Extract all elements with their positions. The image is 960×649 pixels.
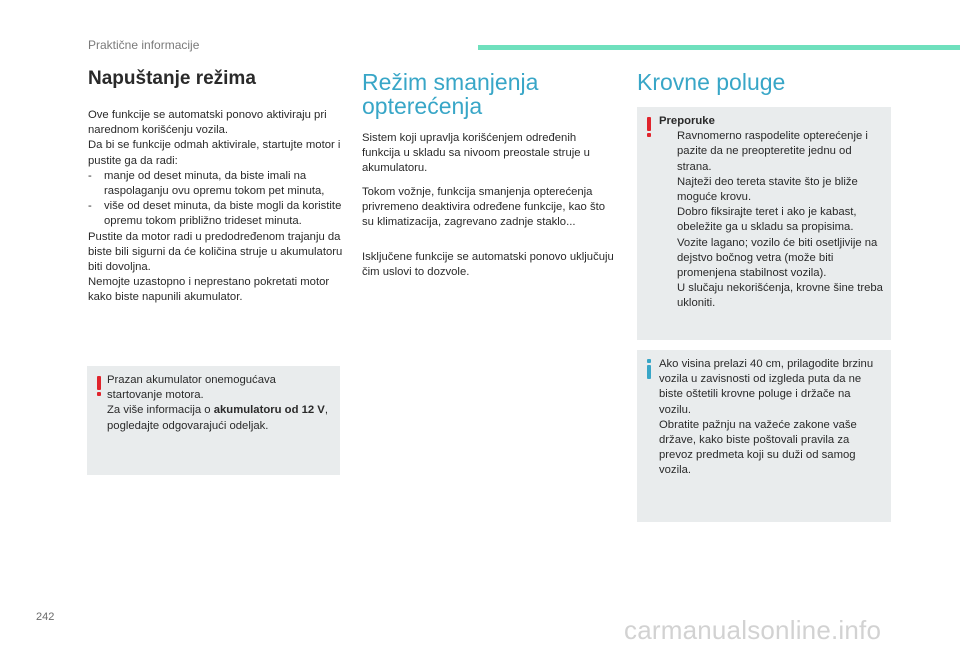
warning-box-battery bbox=[87, 366, 340, 475]
bold-term: akumulatoru od 12 V bbox=[213, 404, 325, 417]
paragraph: Prazan akumulator onemogućava startovanje motora. bbox=[107, 374, 276, 402]
paragraph: Sistem koji upravlja korišćenjem određenih funkcija u skladu sa nivoom preostale struje u akumulatoru. bbox=[362, 132, 590, 175]
paragraph: Ako visina prelazi 40 cm, prilagodite brzinu vozila u zavisnosti od izgleda puta da ne biste oštetili krovne poluge i držače na vozilu. bbox=[659, 358, 874, 416]
paragraph: Isključene funkcije se automatski ponovo uključuju čim uslovi to dozvole. bbox=[362, 251, 614, 279]
warning-icon bbox=[97, 376, 101, 396]
list-item bbox=[659, 129, 883, 175]
list-item-text: više od deset minuta, da biste mogli da koristite opremu tokom približno trideset minuta. bbox=[104, 200, 342, 228]
list-item-text: Najteži deo tereta stavite što je bliže moguće krovu. bbox=[677, 175, 858, 204]
list-item-text: U slučaju nekorišćenja, krovne šine treba ukloniti. bbox=[677, 282, 883, 310]
warning-text-preporuke bbox=[659, 114, 883, 312]
dash-marker: - bbox=[88, 169, 92, 182]
body-text-rezim bbox=[362, 131, 617, 281]
warning-heading: Preporuke bbox=[659, 115, 715, 127]
paragraph: Tokom vožnje, funkcija smanjenja opterećenja privremeno deaktivira određene funkcije, kao što su klimatizacija, zagrevano zadnje staklo... bbox=[362, 185, 606, 229]
page-number: 242 bbox=[36, 611, 55, 623]
dash-marker: - bbox=[88, 200, 92, 213]
info-icon bbox=[647, 359, 651, 379]
warning-icon bbox=[647, 117, 651, 137]
warning-box-preporuke bbox=[637, 107, 891, 340]
list-item-text: Vozite lagano; vozilo će biti osetljivije na dejstvo bočnog vetra (može biti promenjena stabilnost vozila). bbox=[677, 236, 878, 280]
list-item bbox=[88, 199, 344, 229]
section-header: Praktične informacije bbox=[88, 38, 200, 52]
column-napustanje bbox=[88, 68, 344, 306]
list-item bbox=[659, 175, 883, 205]
list-item-text: Ravnomerno raspodelite opterećenje i pazite da ne preopteretite jednu od strana. bbox=[677, 130, 868, 173]
header-accent-bar bbox=[478, 45, 960, 50]
list-item bbox=[659, 236, 883, 282]
column-rezim bbox=[362, 70, 617, 281]
list-item-text: Dobro fiksirajte teret i ako je kabast, obeležite ga u skladu sa propisima. bbox=[677, 206, 857, 234]
info-box-visina bbox=[637, 350, 891, 522]
list-item-text: manje od deset minuta, da biste imali na raspolaganju ovu opremu tokom pet minuta, bbox=[104, 169, 325, 198]
warning-text-battery bbox=[107, 373, 332, 434]
list-item bbox=[88, 169, 344, 199]
list-item bbox=[659, 281, 883, 311]
paragraph: Obratite pažnju na važeće zakone vaše države, kako biste poštovali pravila za prevoz predmeta koji su duži od samog vozila. bbox=[659, 418, 857, 477]
paragraph: Za više informacija o akumulatoru od 12 V, pogledajte odgovarajući odeljak. bbox=[107, 404, 328, 432]
paragraph: Nemojte uzastopno i neprestano pokretati motor kako biste napunili akumulator. bbox=[88, 276, 330, 304]
info-text-visina bbox=[659, 357, 883, 479]
section-title-napustanje: Napuštanje režima bbox=[88, 68, 256, 89]
section-title-krovne: Krovne poluge bbox=[637, 69, 786, 95]
watermark: carmanualsonline.info bbox=[624, 615, 882, 645]
column-krovne bbox=[637, 70, 892, 94]
paragraph: Ove funkcije se automatski ponovo aktiviraju pri narednom korišćenju vozila. bbox=[88, 109, 327, 137]
body-text-napustanje bbox=[88, 108, 344, 306]
paragraph: Pustite da motor radi u predodređenom trajanju da biste bili sigurni da će količina struje u akumulatoru biti dovoljna. bbox=[88, 230, 343, 274]
paragraph: Da bi se funkcije odmah aktivirale, startujte motor i pustite ga da radi: bbox=[88, 139, 341, 167]
list-item bbox=[659, 205, 883, 235]
section-title-rezim: Režim smanjenja opterećenja bbox=[362, 69, 539, 119]
